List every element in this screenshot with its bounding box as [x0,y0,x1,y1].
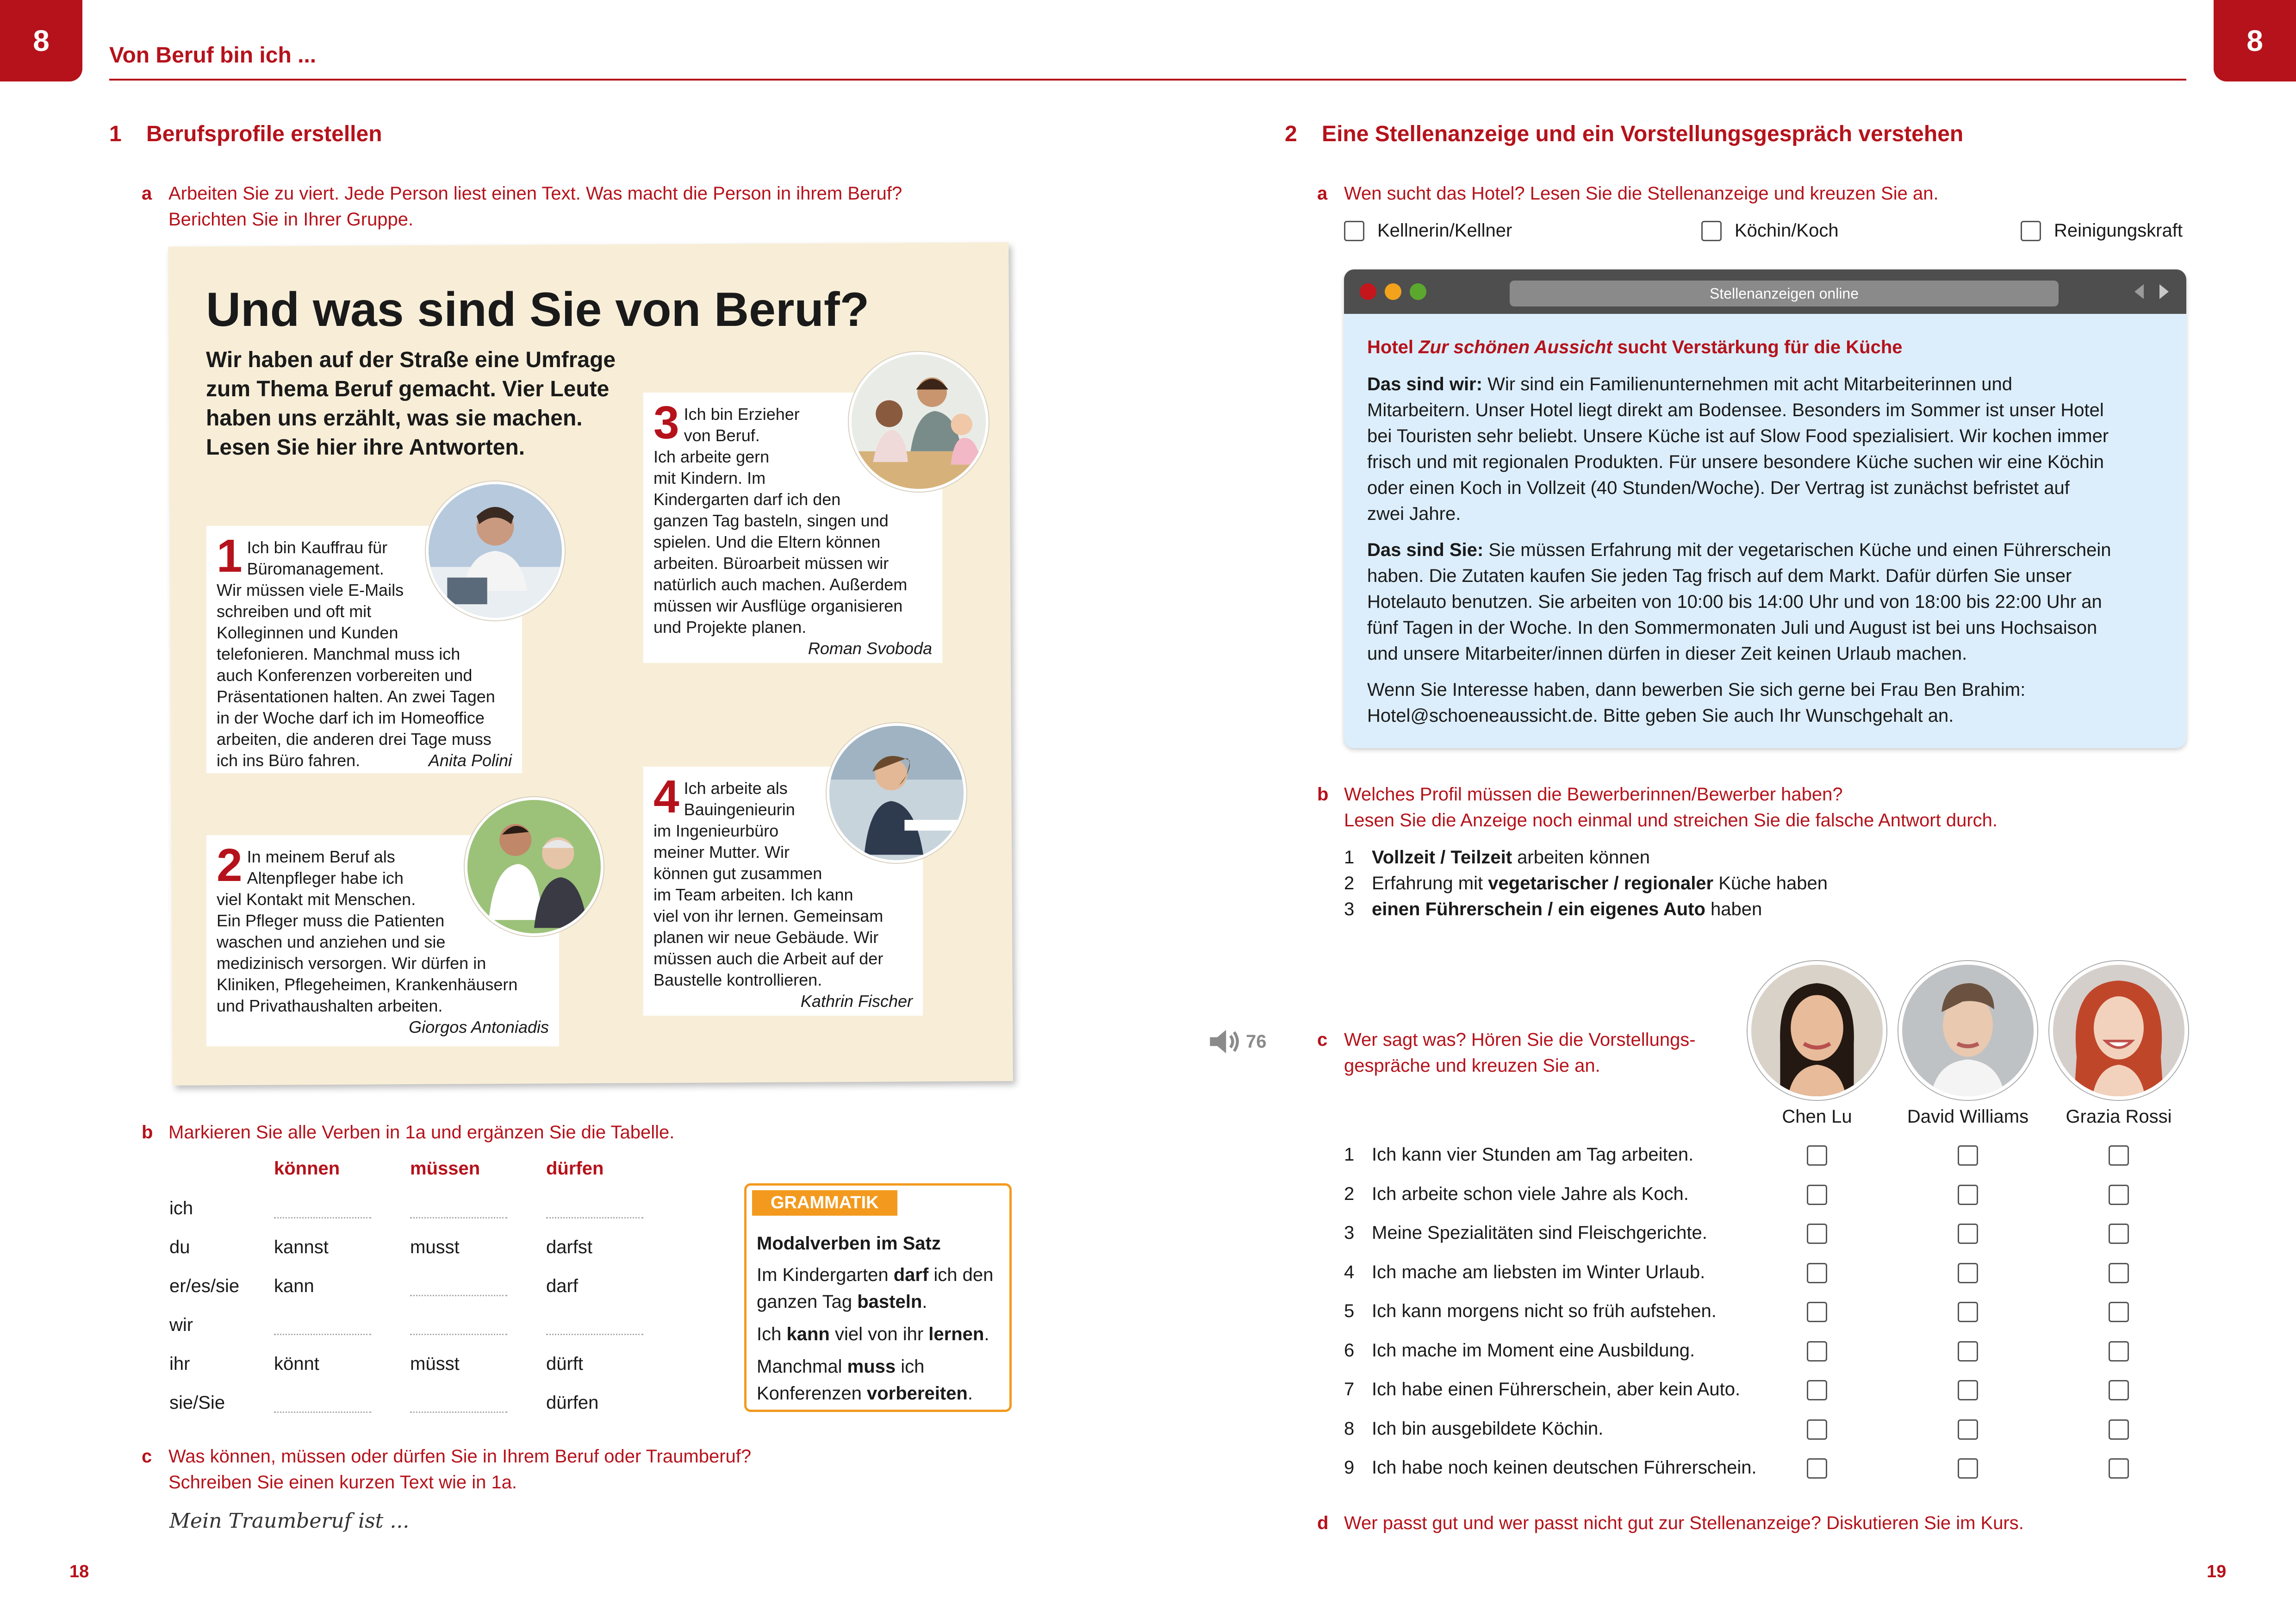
grammar-title: Modalverben im Satz [757,1233,941,1254]
fill-in-blank[interactable] [274,1212,371,1218]
chapter-title: Von Beruf bin ich ... [109,43,317,68]
item-choice[interactable]: vegetarischer / regionaler [1488,873,1714,893]
intro-line: Wir haben auf der Straße eine Umfrage [206,348,616,372]
card-line: planen wir neue Gebäude. Wir [653,928,879,947]
section-title: Eine Stellenanzeige und ein Vorstellungsgespräch verstehen [1322,122,1964,146]
task-2c [1317,1027,1696,1079]
item-text: haben [1705,899,1762,919]
task-letter: a [142,183,152,204]
column-header: können [274,1158,340,1179]
answer-checkbox[interactable] [1807,1458,1827,1479]
statement-text: Meine Spezialitäten sind Fleischgerichte. [1372,1223,1707,1243]
verb-form: darfst [546,1237,593,1257]
pronoun: sie/Sie [169,1393,225,1413]
section-number: 1 [109,122,122,146]
item-choice[interactable]: Vollzeit / Teilzeit [1372,847,1512,868]
ad-paragraph-we [1367,371,2172,527]
statement-number: 7 [1344,1379,1355,1399]
statement-number: 4 [1344,1262,1355,1282]
section-title: Berufsprofile erstellen [146,122,382,146]
verb-form: darf [546,1276,578,1296]
answer-checkbox[interactable] [1807,1145,1827,1166]
card-line: müssen auch die Arbeit auf der [653,949,884,968]
intro-line: haben uns erzählt, was sie machen. [206,406,583,431]
statement-text: Ich kann vier Stunden am Tag arbeiten. [1372,1144,1694,1165]
answer-checkbox[interactable] [1958,1458,1978,1479]
card-author: Giorgos Antoniadis [409,1018,549,1037]
column-header: müssen [410,1158,480,1179]
card-line: natürlich auch machen. Außerdem [653,575,908,594]
card-line: ich ins Büro fahren. [217,751,361,770]
answer-checkbox[interactable] [2109,1145,2129,1166]
answer-checkbox[interactable] [1807,1419,1827,1440]
verb-form: dürft [546,1354,584,1374]
ad-paragraph-you [1367,537,2172,667]
card-line: Ein Pfleger muss die Patienten [217,911,445,930]
answer-checkbox[interactable] [1958,1145,1978,1166]
card-line: schreiben und oft mit [217,602,372,621]
job-ad-browser [1344,269,2186,748]
ad-line: Mitarbeitern. Unser Hotel liegt direkt am Bodensee. Besonders im Sommer ist unser Hotel [1367,400,2104,420]
grammar-box [744,1183,1012,1412]
header-rule [109,79,2186,81]
verb-form: könnt [274,1354,319,1374]
fill-in-blank[interactable] [410,1212,507,1218]
grammar-example: Manchmal muss ich Konferenzen vorbereiten. [757,1356,973,1404]
pronoun: ihr [169,1354,190,1374]
answer-checkbox[interactable] [1807,1185,1827,1205]
statement-number: 3 [1344,1223,1355,1243]
answer-checkbox[interactable] [2109,1263,2129,1283]
card-line: Baustelle kontrollieren. [653,970,822,989]
task-text: Arbeiten Sie zu viert. Jede Person liest einen Text. Was macht die Person in ihrem Beruf? [168,183,902,204]
card-line: im Team arbeiten. Ich kann [653,885,853,904]
task-2d [1317,1510,2024,1536]
verb-form: dürfen [546,1393,599,1413]
ad-headline [1367,334,2172,360]
grammar-example: Ich kann viel von ihr lernen. [757,1324,989,1344]
example-sentence: Mein Traumberuf ist ... [169,1509,410,1533]
fill-in-blank[interactable] [410,1406,507,1413]
answer-checkbox[interactable] [1807,1224,1827,1244]
photo-office-worker [426,481,565,620]
section-number: 2 [1285,122,1297,146]
verb-form: musst [410,1237,460,1257]
ad-line: und unsere Mitarbeiter/innen dürfen in dieser Zeit keinen Urlaub machen. [1367,643,1967,664]
page-number-right: 19 [2207,1562,2227,1581]
ad-line: Wenn Sie Interesse haben, dann bewerben Sie sich gerne bei Frau Ben Brahim: [1367,680,2026,700]
task-text: Wer sagt was? Hören Sie die Vorstellungs- [1344,1030,1696,1050]
speaker-icon[interactable] [1207,1027,1242,1056]
card-line: Wir müssen viele E-Mails [217,581,404,600]
card-line: Bauingenieurin [684,800,795,819]
grammar-label: GRAMMATIK [752,1190,897,1216]
answer-checkbox[interactable] [1807,1263,1827,1283]
magazine-title: Und was sind Sie von Beruf? [206,283,870,337]
item-number: 1 [1344,847,1355,868]
magazine-intro [206,345,632,462]
statement-text: Ich kann morgens nicht so früh aufstehen. [1372,1301,1717,1321]
card-line: viel Kontakt mit Menschen. [217,890,416,909]
chapter-tab-left: 8 [0,0,82,81]
card-line: im Ingenieurbüro [653,821,779,840]
statement-text: Ich mache am liebsten im Winter Urlaub. [1372,1262,1705,1282]
ad-headline-part: sucht Verstärkung für die Küche [1612,337,1903,357]
task-1c [142,1443,751,1495]
person-name: David Williams [1907,1106,2029,1127]
card-author: Kathrin Fischer [800,992,913,1011]
card-line: in der Woche darf ich im Homeoffice [217,708,485,727]
job-ad-text [1367,334,2172,729]
task-text: Lesen Sie die Anzeige noch einmal und streichen Sie die falsche Antwort durch. [1344,810,1997,831]
answer-checkbox[interactable] [1807,1341,1827,1362]
pronoun: er/es/sie [169,1276,240,1296]
option-waiter[interactable] [1344,220,1512,241]
answer-checkbox[interactable] [1958,1380,1978,1400]
answer-checkbox[interactable] [1807,1302,1827,1322]
card-line: medizinisch versorgen. Wir dürfen in [217,954,486,973]
task-letter: c [142,1446,152,1467]
statement-number: 9 [1344,1457,1355,1478]
statement-number: 2 [1344,1183,1355,1204]
card-line: Ich bin Kauffrau für [247,538,388,557]
hotel-name: Zur schönen Aussicht [1419,337,1612,357]
task-letter: b [1317,784,1329,805]
photo-kindergarten [849,352,989,492]
answer-checkbox[interactable] [2109,1380,2129,1400]
item-text: Erfahrung mit [1372,873,1488,893]
ad-line: bei Touristen sehr beliebt. Unsere Küche ist auf Slow Food spezialisiert. Wir kochen immer [1367,426,2109,446]
statement-text: Ich bin ausgebildete Köchin. [1372,1418,1604,1439]
answer-checkbox[interactable] [1958,1302,1978,1322]
back-arrow-icon[interactable] [2131,282,2149,301]
profile-item [1344,844,1828,870]
card-number: 2 [217,839,243,891]
card-line: arbeiten, die anderen drei Tage muss [217,730,492,749]
answer-checkbox[interactable] [2109,1419,2129,1440]
task-letter: d [1317,1513,1329,1533]
ad-paragraph-contact [1367,677,2172,729]
ad-line: zwei Jahre. [1367,504,1461,524]
statement-text: Ich mache im Moment eine Ausbildung. [1372,1340,1695,1361]
fill-in-blank[interactable] [274,1406,371,1413]
ad-line: Wir sind ein Familienunternehmen mit acht Mitarbeiterinnen und [1482,374,2012,394]
card-line: von Beruf. [684,426,760,445]
photo-engineer [827,723,966,863]
ad-line: Hotel@schoeneaussicht.de. Bitte geben Sie auch Ihr Wunschgehalt an. [1367,706,1954,726]
ad-line: haben. Die Zutaten kaufen Sie jeden Tag frisch auf dem Markt. Dafür dürfen Sie unser [1367,566,2072,586]
task-text: Was können, müssen oder dürfen Sie in Ihrem Beruf oder Traumberuf? [168,1446,752,1467]
item-text: Küche haben [1713,873,1828,893]
task-1b [142,1119,674,1145]
task-1a [142,181,902,232]
task-text: Markieren Sie alle Verben in 1a und ergänzen Sie die Tabelle. [168,1122,675,1143]
ad-line: Sie müssen Erfahrung mit der vegetarischen Küche und einen Führerschein [1483,540,2111,560]
checkbox[interactable] [2021,221,2041,241]
statement-text: Ich habe einen Führerschein, aber kein Auto. [1372,1379,1741,1399]
ad-line: Hotelauto benutzen. Sie arbeiten von 10:00 bis 14:00 Uhr und von 18:00 bis 22:00 Uhr an [1367,592,2102,612]
ad-label: Das sind Sie: [1367,540,1484,560]
card-line: und Projekte planen. [653,618,807,637]
card-line: spielen. Und die Eltern können [653,532,881,551]
answer-checkbox[interactable] [2109,1224,2129,1244]
chapter-tab-right: 8 [2214,0,2296,81]
profile-item [1344,870,1828,896]
fill-in-blank[interactable] [410,1329,507,1335]
fill-in-blank[interactable] [274,1329,371,1335]
card-line: telefonieren. Manchmal muss ich [217,644,460,663]
pronoun: du [169,1237,190,1257]
card-line: mit Kindern. Im [653,468,766,487]
answer-checkbox[interactable] [1958,1185,1978,1205]
fill-in-blank[interactable] [546,1329,643,1335]
card-line: meiner Mutter. Wir [653,843,790,862]
column-header: dürfen [546,1158,604,1179]
task-letter: a [1317,183,1328,204]
intro-line: Lesen Sie hier ihre Antworten. [206,435,525,460]
task-letter: b [142,1122,153,1143]
ad-line: oder einen Koch in Vollzeit (40 Stunden/Woche). Der Vertrag ist zunächst befristet auf [1367,478,2070,498]
statement-text: Ich habe noch keinen deutschen Führerschein. [1372,1457,1757,1478]
card-line: arbeiten. Büroarbeit müssen wir [653,554,889,573]
profile-item [1344,896,1828,922]
statement-number: 1 [1344,1144,1355,1165]
card-line: Ich arbeite gern [653,447,770,466]
answer-checkbox[interactable] [2109,1302,2129,1322]
card-line: Ich bin Erzieher [684,405,800,424]
grammar-text [757,1230,1007,1407]
card-line: Altenpfleger habe ich [247,868,404,887]
verb-form: kann [274,1276,314,1296]
checkbox[interactable] [1701,221,1722,241]
photo-chen-lu [1748,961,1886,1100]
statement-text: Ich arbeite schon viele Jahre als Koch. [1372,1183,1689,1204]
fill-in-blank[interactable] [410,1290,507,1296]
card-number: 3 [653,397,679,449]
card-line: Kolleginnen und Kunden [217,623,398,642]
track-number: 76 [1246,1031,1267,1052]
task-2b [1317,781,1997,833]
person-name: Chen Lu [1782,1106,1852,1127]
ad-label: Das sind wir: [1367,374,1482,394]
card-line: können gut zusammen [653,864,822,883]
maximize-dot-icon[interactable] [1410,283,1426,300]
grammar-example: Im Kindergarten darf ich den ganzen Tag basteln. [757,1265,994,1312]
card-line: viel von ihr lernen. Gemeinsam [653,906,884,925]
verb-form: kannst [274,1237,329,1257]
answer-checkbox[interactable] [1807,1380,1827,1400]
item-number: 2 [1344,873,1355,893]
card-line: Kindergarten darf ich den [653,490,841,509]
card-line: Ich arbeite als [684,779,788,798]
section-1-heading [109,121,382,147]
option-label: Köchin/Koch [1735,220,1839,241]
forward-arrow-icon[interactable] [2154,282,2172,301]
task-text: Berichten Sie in Ihrer Gruppe. [168,209,414,230]
card-line: Präsentationen halten. An zwei Tagen [217,687,495,706]
browser-toolbar [1344,269,2186,314]
answer-checkbox[interactable] [2109,1458,2129,1479]
task-2a [1317,181,1939,206]
fill-in-blank[interactable] [546,1212,643,1218]
card-line: auch Konferenzen vorbereiten und [217,666,473,685]
photo-david-williams [1898,961,2037,1100]
statement-number: 6 [1344,1340,1355,1361]
card-line: waschen und anziehen und sie [217,932,446,951]
task-text: Schreiben Sie einen kurzen Text wie in 1a. [168,1472,517,1493]
card-number: 4 [653,771,679,823]
answer-checkbox[interactable] [1958,1263,1978,1283]
option-label: Reinigungskraft [2054,220,2183,241]
verb-form: müsst [410,1354,460,1374]
option-cleaner[interactable] [2021,220,2183,241]
answer-checkbox[interactable] [1958,1341,1978,1362]
card-line: Büromanagement. [247,559,384,578]
section-2-heading [1285,121,1963,147]
ad-headline-part: Hotel [1367,337,1419,357]
person-name: Grazia Rossi [2066,1106,2172,1127]
pronoun: ich [169,1198,193,1218]
minimize-dot-icon[interactable] [1385,283,1401,300]
profile-list [1344,844,1828,922]
address-bar[interactable]: Stellenanzeigen online [1510,281,2059,306]
ad-line: fünf Tagen in der Woche. In den Sommermonaten Juli und August ist bei uns Hochsaison [1367,618,2097,638]
ad-line: frisch und mit regionalen Produkten. Für unsere besondere Küche suchen wir eine Köchin [1367,452,2104,472]
audio-track[interactable] [1207,1027,1267,1056]
page-number-left: 18 [69,1562,89,1581]
intro-line: zum Thema Beruf gemacht. Vier Leute [206,377,610,401]
option-cook[interactable] [1701,220,1839,241]
option-label: Kellnerin/Kellner [1377,220,1512,241]
close-dot-icon[interactable] [1360,283,1376,300]
card-line: Kliniken, Pflegeheimen, Krankenhäusern [217,975,518,994]
card-line: müssen wir Ausflüge organisieren [653,596,903,615]
card-author: Anita Polini [428,751,512,770]
checkbox[interactable] [1344,221,1364,241]
item-choice[interactable]: einen Führerschein / ein eigenes Auto [1372,899,1705,919]
item-number: 3 [1344,899,1355,919]
item-text: arbeiten können [1512,847,1650,868]
task-text: Wen sucht das Hotel? Lesen Sie die Stellenanzeige und kreuzen Sie an. [1344,183,1939,204]
task-text: gespräche und kreuzen Sie an. [1344,1056,1600,1076]
card-line: ganzen Tag basteln, singen und [653,511,889,530]
card-line: und Privathaushalten arbeiten. [217,996,443,1015]
photo-elderly-care [465,797,604,936]
card-author: Roman Svoboda [808,639,932,658]
card-line: In meinem Beruf als [247,847,395,866]
answer-checkbox[interactable] [2109,1341,2129,1362]
card-number: 1 [217,530,243,582]
task-text: Wer passt gut und wer passt nicht gut zur Stellenanzeige? Diskutieren Sie im Kurs. [1344,1513,2024,1533]
task-letter: c [1317,1030,1328,1050]
task-text: Welches Profil müssen die Bewerberinnen/Bewerber haben? [1344,784,1843,805]
answer-checkbox[interactable] [2109,1185,2129,1205]
pronoun: wir [169,1315,193,1335]
statement-number: 8 [1344,1418,1355,1439]
answer-checkbox[interactable] [1958,1419,1978,1440]
answer-checkbox[interactable] [1958,1224,1978,1244]
photo-grazia-rossi [2049,961,2188,1100]
statement-number: 5 [1344,1301,1355,1321]
